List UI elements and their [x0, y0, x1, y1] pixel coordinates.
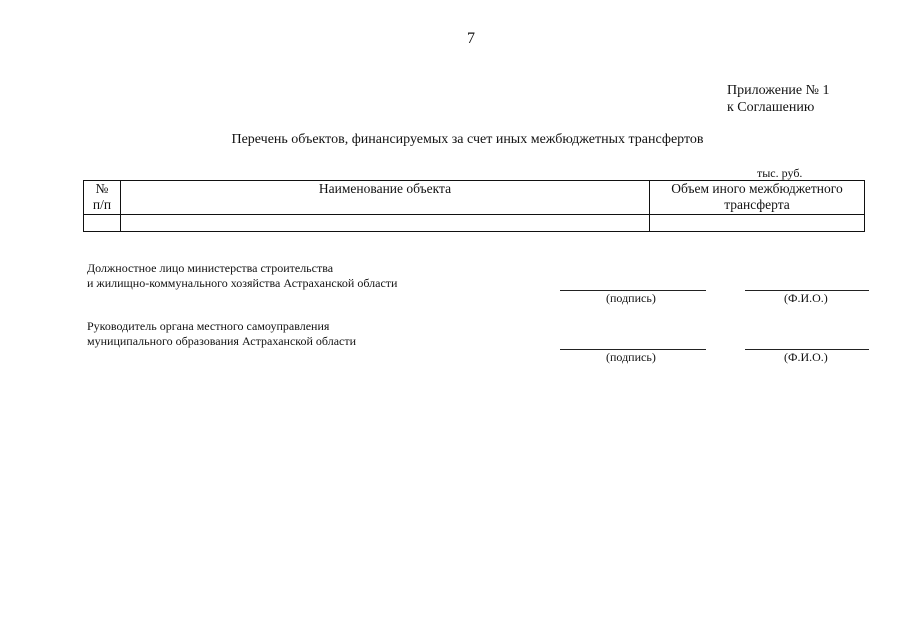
header-num-line1: №	[95, 181, 109, 196]
signature-2-position	[87, 319, 356, 349]
cell-volume	[650, 215, 865, 232]
units-label: тыс. руб.	[757, 166, 803, 180]
table-row	[84, 215, 865, 232]
header-volume-line2: трансферта	[724, 197, 790, 212]
signature-1-position	[87, 261, 397, 291]
header-num-line2: п/п	[92, 197, 112, 212]
header-volume-line1: Объем иного межбюджетного	[671, 181, 843, 196]
cell-name	[121, 215, 650, 232]
appendix-line2: к Соглашению	[727, 100, 815, 115]
signature-2-line1: Руководитель органа местного самоуправления	[87, 319, 330, 333]
header-name: Наименование объекта	[121, 181, 650, 215]
signature-1-sign-label: (подпись)	[606, 291, 656, 305]
signature-1-line2: и жилищно-коммунального хозяйства Астраханской области	[87, 276, 398, 290]
page-number: 7	[467, 30, 475, 47]
cell-num	[84, 215, 121, 232]
signature-2-line2: муниципального образования Астраханской области	[87, 334, 357, 348]
signature-2-sign-label: (подпись)	[606, 350, 656, 364]
table-header-row	[84, 181, 865, 215]
document-title: Перечень объектов, финансируемых за счет иных межбюджетных трансфертов	[231, 132, 704, 147]
appendix-label	[727, 82, 830, 116]
header-num	[84, 181, 121, 215]
appendix-line1: Приложение № 1	[727, 83, 830, 98]
signature-1-line1: Должностное лицо министерства строительства	[87, 261, 334, 275]
header-volume	[650, 181, 865, 215]
signature-2-name-label: (Ф.И.О.)	[784, 350, 828, 364]
objects-table	[83, 180, 865, 232]
signature-1-name-label: (Ф.И.О.)	[784, 291, 828, 305]
